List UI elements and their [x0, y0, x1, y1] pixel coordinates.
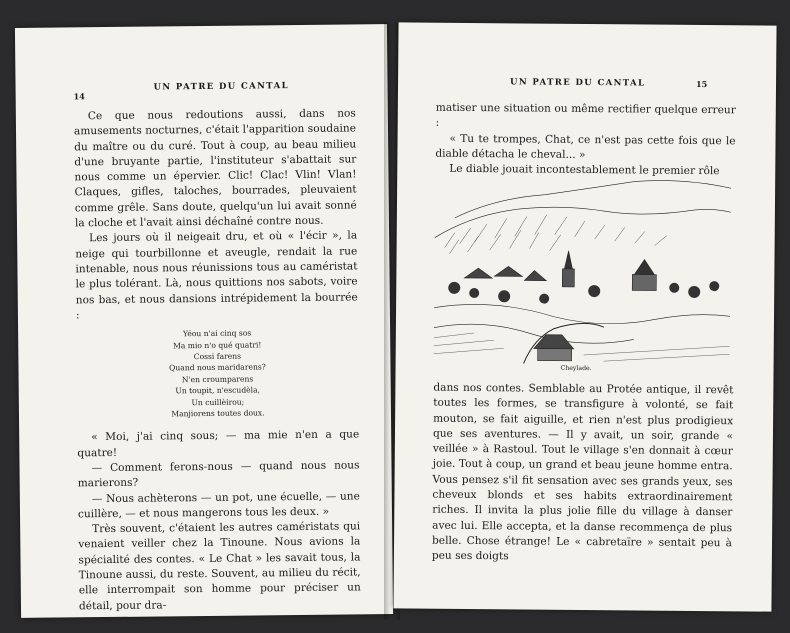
- right-page: [393, 22, 776, 611]
- text-line: « Tu te trompes, Chat, ce n'est pas cette fois que le diable détacha le cheval... »: [435, 132, 736, 161]
- paragraph: Ce que nous redoutions aussi, dans nos amusements nocturnes, c'était l'apparition soudaine du maître ou du curé. Tout à coup, au beau milieu d'une bruyante partie, l'instituteur s'abattait sur nous comme un épervier. Clic! Clac! Vlin! Vlan! Claques, gifles, taloches, bourrades, pleuvaient comme grêle. Sans doute, quelqu'un lui avait sonné la cloche et l'avait ainsi déchaîné contre nous.: [73, 107, 357, 230]
- poem-line: Cossi farens: [193, 351, 242, 362]
- paragraph: « Moi, j'ai cinq sous; — ma mie n'en a que quatre!: [77, 428, 360, 460]
- poem-line: Un toupit, n'escudèla,: [175, 385, 261, 396]
- text-line: Le diable jouait incontestablement le premier rôle: [449, 162, 720, 178]
- paragraph: — Comment ferons-nous — quand nous nous marierons?: [77, 459, 360, 490]
- poem-line: Quand nous maridarens?: [169, 362, 266, 373]
- paragraph: dans nos contes. Semblable au Protée antique, il revêt toutes les formes, se transfigure à volonté, se fait mouton, se fait aiguille, et rien n'est plus prodigieux que ses aventures. — Il y avait, un soir, grande « veillée » à Rastoul. Tout le village s'en donnait à cœur joie. Tout à coup, un grand et beau jeune homme entra. Vous pensez s'il fit sensation avec ses grands yeux, ses cheveux blonds et ses habits extraordinairement riches. Il invita la plus jolie fille du village à danser avec lui. Elle accepta, et la danse recommença de plus belle. Chose étrange! Le « cabretaïre » sentait peu à peu ses doigts: [431, 381, 734, 563]
- poem-line: N'en croumparens: [181, 374, 254, 385]
- illustration-caption: Cheylade.: [560, 364, 592, 373]
- poem-line: Manjiorens toutes doux.: [171, 408, 265, 419]
- page-number-left: 14: [73, 91, 85, 102]
- cheylade-engraving: [434, 158, 732, 366]
- poem: [76, 327, 359, 421]
- paragraph: Les jours où il neigeait dru, et où « l'écir », la neige qui tourbillonne et aveugle, rendait la rue intenable, nous nous réunissions tous au caméristat le plus tolérant. Là, nous quittions nos sabots, voire nos bas, et nous dansions intrépidement la bourrée :: [75, 229, 358, 322]
- page-number-right: 15: [695, 78, 708, 90]
- paragraph: Très souvent, c'étaient les autres caméristats qui venaient veiller chez la Tinoune. Nous avions la spécialité des contes. « Le Chat » les savait tous, la Tinoune aussi, du reste. Souvent, au milieu du récit, elle interrompait son homme pour préciser un détail, pour dra-: [78, 520, 361, 612]
- left-page: [15, 24, 393, 618]
- poem-line: Ma mio n'o qué quatri!: [173, 339, 262, 350]
- paragraph: — Nous achèterons — un pot, une écuelle, — une cuillère, — et nous mangerons tous les deux. »: [77, 489, 360, 521]
- left-text-block: [74, 106, 361, 614]
- running-head-left: UN PATRE DU CANTAL: [153, 81, 289, 93]
- running-head-right: UN PATRE DU CANTAL: [510, 77, 646, 89]
- right-bottom-text: [432, 381, 734, 567]
- poem-line: Un cuillèirou;: [191, 397, 245, 407]
- poem-line: Yéou n'ai cinq sos: [182, 328, 252, 339]
- text-line: matiser une situation ou même rectifier quelque erreur :: [435, 101, 736, 130]
